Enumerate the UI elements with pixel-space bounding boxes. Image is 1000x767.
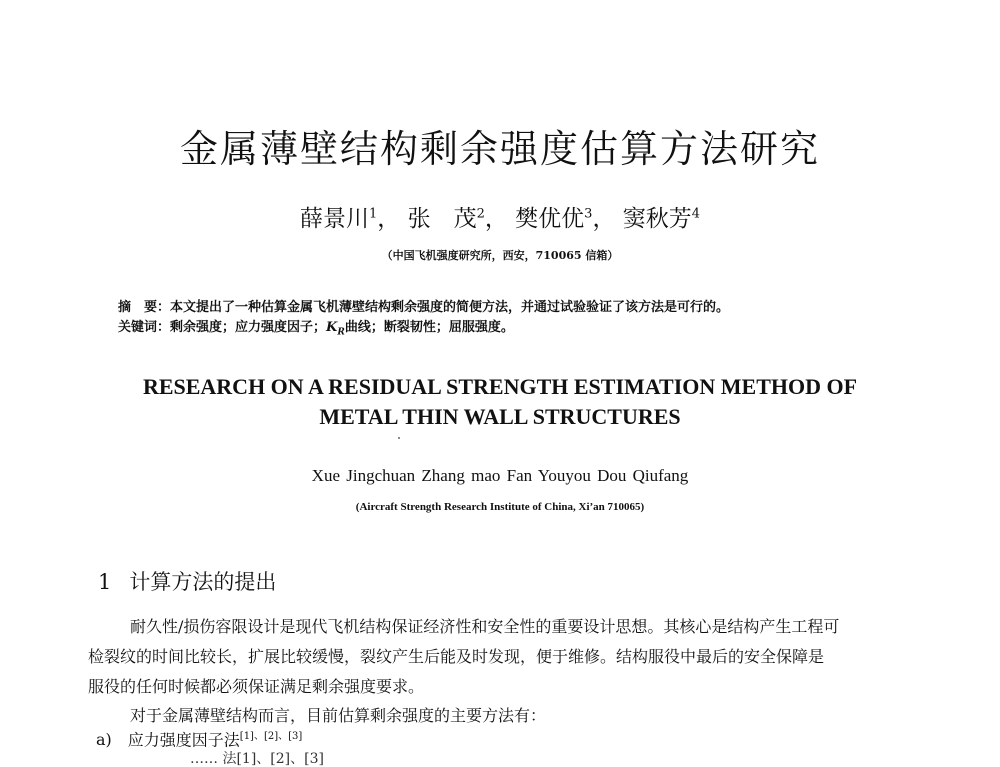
cutoff-line: …… 法[1]、[2]、[3] [190,751,324,767]
body-paragraph [88,612,928,702]
author-name: 薛景川 [299,206,369,232]
author-list-cn [0,200,1000,233]
section-heading [98,566,276,596]
author-separator: ， [377,206,401,232]
abstract-label: 摘 要： [118,300,171,315]
section-title: 计算方法的提出 [129,570,277,594]
paragraph-line: 服役的任何时候都必须保证满足剩余强度要求。 [88,677,425,696]
keywords-text-rest: 曲线；断裂韧性；屈服强度。 [344,320,514,335]
affiliation-en: (Aircraft Strength Research Institute of China, Xi’an 710065) [355,501,645,513]
paper-title-en [60,372,940,432]
list-item [96,727,302,750]
author-superscript: 3 [584,206,593,222]
affiliation-cn: （中国飞机强度研究所，西安，710065 信箱） [381,249,619,262]
paragraph-line: 检裂纹的时间比较长，扩展比较缓慢，裂纹产生后能及时发现，便于维修。结构服役中最后的安全保障是 [88,647,825,666]
kr-symbol: $K_R$ [326,320,345,338]
author-superscript: 1 [368,206,378,222]
keywords-label: 关键词： [118,320,171,335]
section-number: 1 [98,570,112,594]
author-list-en: Xue Jingchuan Zhang mao Fan Youyou Dou Qiufang [311,466,689,485]
author-name: 张 茂 [407,206,477,232]
paper-title-cn: 金属薄壁结构剩余强度估算方法研究 [179,127,820,171]
author-separator: ， [484,206,508,232]
author-superscript: 2 [476,206,485,222]
citation-refs: [1]、[2]、[3] [239,731,303,742]
author-name: 窦秋芳 [622,206,692,232]
paper-title-en-line2: METAL THIN WALL STRUCTURES [319,404,681,429]
paper-title-en-line1: RESEARCH ON A RESIDUAL STRENGTH ESTIMATION METHOD OF [142,374,858,399]
author-separator: ， [592,206,616,232]
list-item-text: 应力强度因子法 [127,730,240,750]
abstract [118,296,898,315]
keywords [118,316,898,338]
scan-speck [398,437,400,439]
author-superscript: 4 [691,206,701,222]
keywords-text: 剩余强度；应力强度因子； [170,320,327,335]
author-name: 樊优优 [515,206,585,232]
abstract-text: 本文提出了一种估算金属飞机薄壁结构剩余强度的简便方法，并通过试验验证了该方法是可行的。 [170,300,730,315]
list-item-label: a) [96,730,112,750]
body-paragraph-2: 对于金属薄壁结构而言，目前估算剩余强度的主要方法有： [130,706,547,725]
paragraph-line: 耐久性/损伤容限设计是现代飞机结构保证经济性和安全性的重要设计思想。其核心是结构产生工程可 [130,617,840,636]
